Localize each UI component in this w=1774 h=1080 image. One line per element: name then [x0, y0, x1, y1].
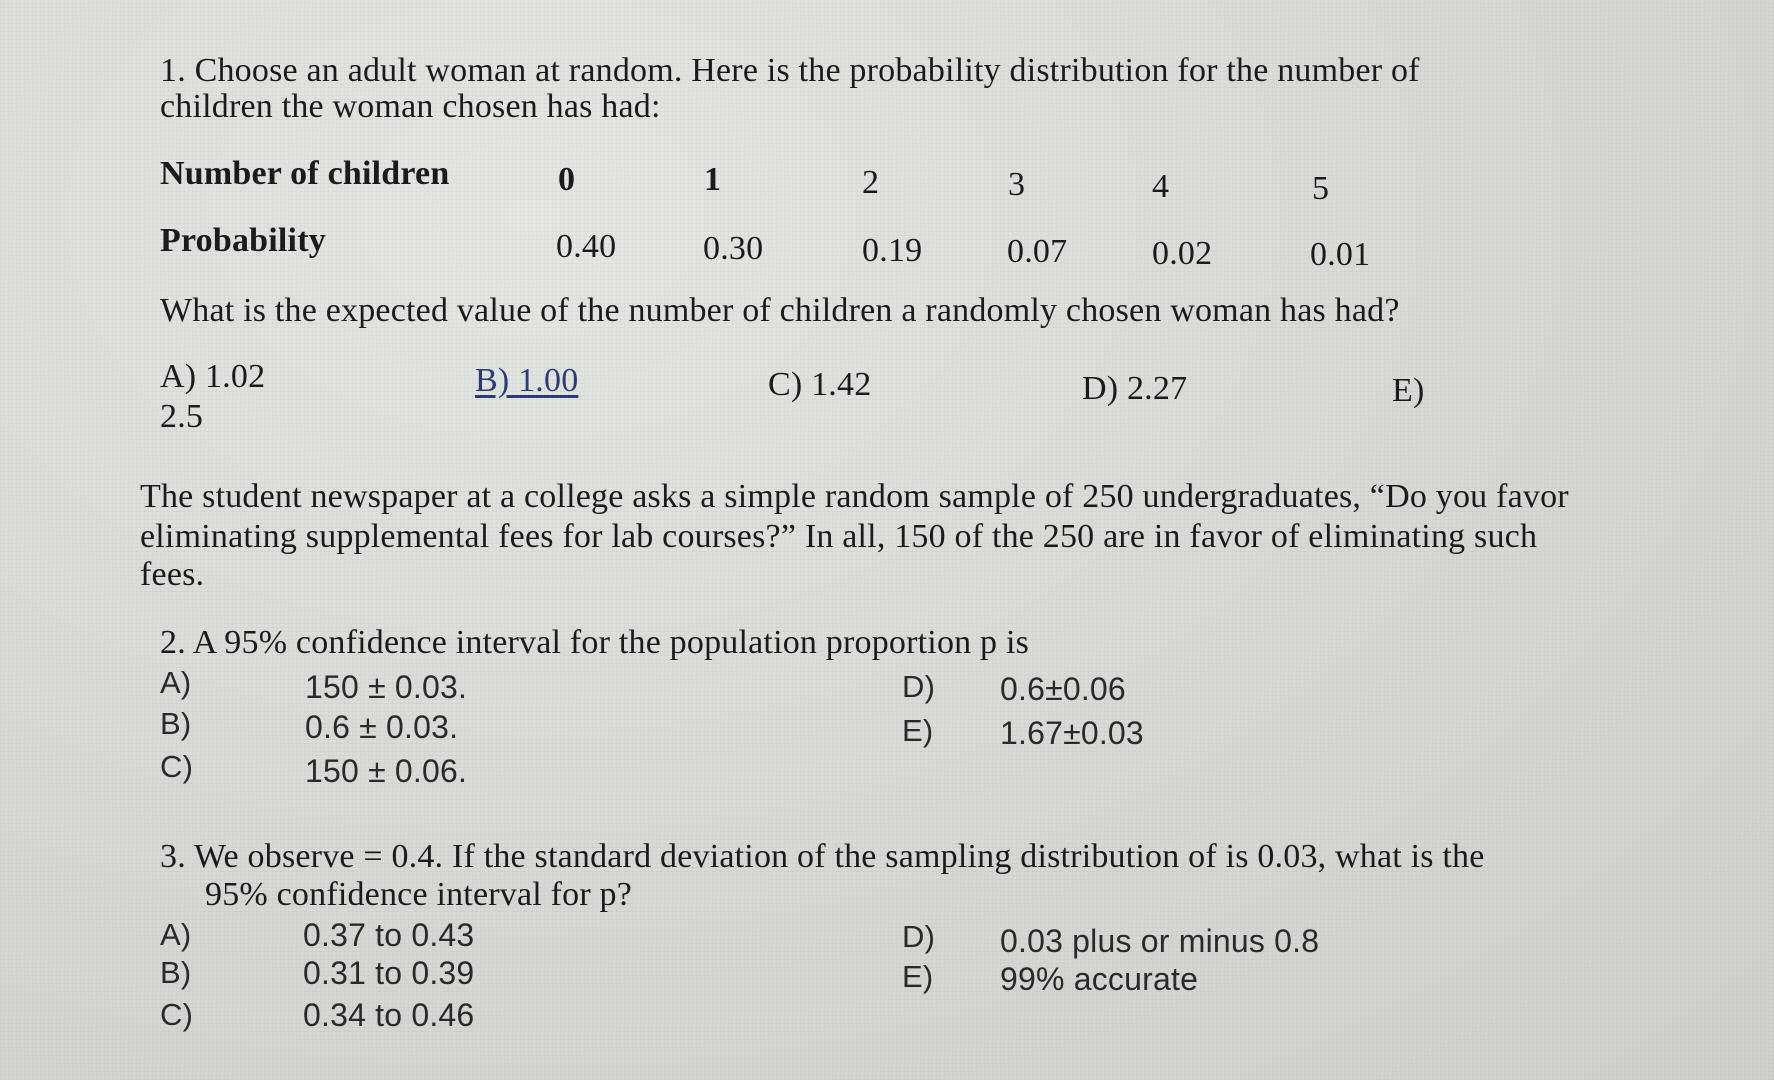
q1-choice-b-selected: B) 1.00: [475, 362, 579, 399]
table-prob-2: 0.19: [862, 232, 923, 269]
q3-option-d-letter: D): [902, 919, 936, 954]
q3-option-d-value: 0.03 plus or minus 0.8: [1000, 923, 1320, 959]
q3-option-c-value: 0.34 to 0.46: [303, 997, 475, 1033]
q2-option-e-value: 1.67±0.03: [1000, 715, 1144, 751]
q3-option-e-value: 99% accurate: [1000, 961, 1199, 997]
q3-option-b-value: 0.31 to 0.39: [303, 955, 475, 991]
table-row-label-children: Number of children: [160, 155, 450, 192]
table-prob-1: 0.30: [703, 230, 764, 267]
q1-line2: children the woman chosen has had:: [160, 88, 661, 125]
q1-question: What is the expected value of the number of children a randomly chosen woman has had?: [160, 292, 1400, 329]
table-prob-4: 0.02: [1152, 235, 1213, 272]
table-child-3: 3: [1008, 166, 1026, 203]
table-child-4: 4: [1152, 168, 1170, 205]
table-prob-5: 0.01: [1310, 236, 1371, 273]
q1-choice-c: C) 1.42: [768, 366, 872, 403]
table-child-2: 2: [862, 164, 880, 201]
intro-line3: fees.: [140, 556, 205, 593]
q1-choice-d: D) 2.27: [1082, 370, 1188, 407]
q2-option-d-letter: D): [902, 669, 936, 704]
q3-stem-line2: 95% confidence interval for p?: [205, 876, 633, 913]
table-child-1: 1: [704, 161, 722, 198]
q3-option-a-value: 0.37 to 0.43: [303, 917, 475, 953]
q2-option-b-letter: B): [160, 706, 192, 741]
q2-option-e-letter: E): [902, 713, 934, 748]
q2-option-b-value: 0.6 ± 0.03.: [305, 709, 459, 745]
q2-stem: 2. A 95% confidence interval for the population proportion p is: [160, 624, 1030, 661]
q1-choice-a: A) 1.02: [160, 358, 266, 395]
table-prob-3: 0.07: [1007, 233, 1068, 270]
q2-option-a-letter: A): [160, 665, 192, 700]
q3-stem-line1: 3. We observe = 0.4. If the standard deviation of the sampling distribution of is 0.03, what is the: [160, 838, 1485, 875]
table-child-0: 0: [558, 161, 576, 198]
q2-option-d-value: 0.6±0.06: [1000, 671, 1126, 707]
table-child-5: 5: [1312, 170, 1330, 207]
q1-line1: 1. Choose an adult woman at random. Here is the probability distribution for the number of: [160, 52, 1420, 89]
q2-option-c-value: 150 ± 0.06.: [305, 753, 468, 789]
q3-option-a-letter: A): [160, 917, 192, 952]
q2-option-c-letter: C): [160, 749, 194, 784]
q2-option-a-value: 150 ± 0.03.: [305, 669, 468, 705]
q1-choice-e-value: 2.5: [160, 398, 204, 435]
intro-line2: eliminating supplemental fees for lab courses?” In all, 150 of the 250 are in favor of eliminating such: [140, 518, 1538, 555]
q1-choice-e: E): [1392, 372, 1425, 409]
table-prob-0: 0.40: [556, 228, 617, 265]
table-row-label-probability: Probability: [160, 222, 326, 259]
intro-line1: The student newspaper at a college asks a simple random sample of 250 undergraduates, “Do you favor: [140, 478, 1569, 515]
q3-option-b-letter: B): [160, 955, 192, 990]
q3-option-e-letter: E): [902, 959, 934, 994]
q3-option-c-letter: C): [160, 997, 194, 1032]
